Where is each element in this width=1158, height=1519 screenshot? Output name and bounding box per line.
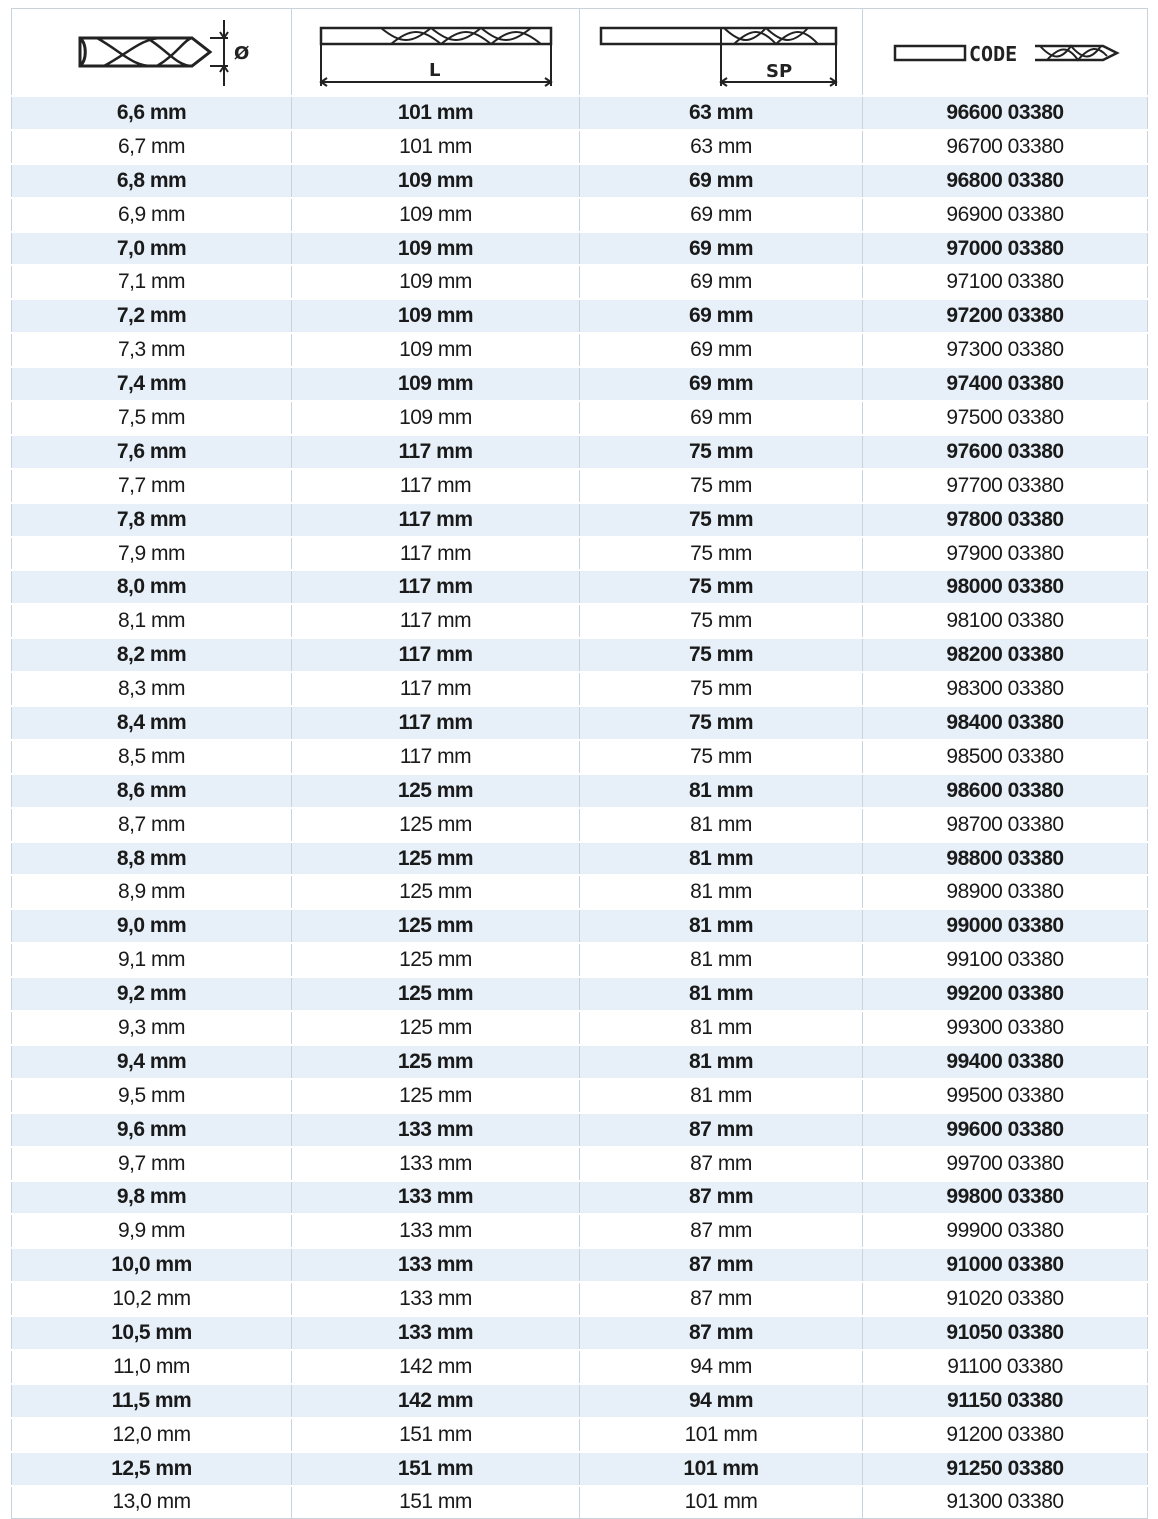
table-row xyxy=(12,1248,1148,1282)
table-row xyxy=(12,1486,1148,1519)
cell-spiral-length: 69 mm xyxy=(580,333,863,367)
cell-code: 97200 03380 xyxy=(863,299,1148,333)
cell-length: 125 mm xyxy=(292,1079,580,1113)
spiral-label: SP xyxy=(766,61,793,82)
table-row xyxy=(12,198,1148,232)
cell-length: 133 mm xyxy=(292,1248,580,1282)
table-row xyxy=(12,435,1148,469)
cell-code: 97800 03380 xyxy=(863,503,1148,537)
cell-diameter: 8,9 mm xyxy=(12,875,292,909)
cell-code: 98900 03380 xyxy=(863,875,1148,909)
cell-diameter: 9,2 mm xyxy=(12,977,292,1011)
cell-length: 101 mm xyxy=(292,130,580,164)
cell-code: 99300 03380 xyxy=(863,1011,1148,1045)
cell-code: 99000 03380 xyxy=(863,909,1148,943)
cell-code: 97600 03380 xyxy=(863,435,1148,469)
cell-length: 125 mm xyxy=(292,875,580,909)
cell-length: 125 mm xyxy=(292,909,580,943)
cell-code: 91100 03380 xyxy=(863,1350,1148,1384)
cell-diameter: 9,7 mm xyxy=(12,1147,292,1181)
cell-length: 117 mm xyxy=(292,537,580,571)
cell-code: 91300 03380 xyxy=(863,1486,1148,1519)
cell-diameter: 8,0 mm xyxy=(12,570,292,604)
drill-spiral-length-icon xyxy=(596,14,846,90)
cell-diameter: 9,5 mm xyxy=(12,1079,292,1113)
table-row xyxy=(12,469,1148,503)
cell-diameter: 10,2 mm xyxy=(12,1282,292,1316)
drill-spec-rows xyxy=(12,96,1148,1519)
cell-diameter: 8,3 mm xyxy=(12,672,292,706)
table-row xyxy=(12,638,1148,672)
header-spiral xyxy=(580,9,863,97)
table-row xyxy=(12,401,1148,435)
cell-length: 117 mm xyxy=(292,435,580,469)
cell-spiral-length: 69 mm xyxy=(580,265,863,299)
cell-diameter: 8,4 mm xyxy=(12,706,292,740)
table-row xyxy=(12,1214,1148,1248)
cell-length: 101 mm xyxy=(292,96,580,130)
cell-spiral-length: 81 mm xyxy=(580,909,863,943)
cell-code: 96700 03380 xyxy=(863,130,1148,164)
table-row xyxy=(12,672,1148,706)
cell-length: 133 mm xyxy=(292,1316,580,1350)
cell-diameter: 7,7 mm xyxy=(12,469,292,503)
cell-code: 91200 03380 xyxy=(863,1418,1148,1452)
cell-code: 98100 03380 xyxy=(863,604,1148,638)
cell-code: 99100 03380 xyxy=(863,943,1148,977)
cell-spiral-length: 81 mm xyxy=(580,977,863,1011)
cell-diameter: 13,0 mm xyxy=(12,1486,292,1519)
cell-code: 98800 03380 xyxy=(863,842,1148,876)
cell-length: 117 mm xyxy=(292,469,580,503)
cell-length: 151 mm xyxy=(292,1452,580,1486)
cell-code: 91020 03380 xyxy=(863,1282,1148,1316)
cell-length: 117 mm xyxy=(292,570,580,604)
table-row xyxy=(12,164,1148,198)
cell-spiral-length: 101 mm xyxy=(580,1452,863,1486)
table-row xyxy=(12,1452,1148,1486)
cell-spiral-length: 63 mm xyxy=(580,96,863,130)
cell-diameter: 11,0 mm xyxy=(12,1350,292,1384)
cell-length: 125 mm xyxy=(292,1045,580,1079)
cell-diameter: 8,6 mm xyxy=(12,774,292,808)
cell-diameter: 8,5 mm xyxy=(12,740,292,774)
cell-length: 133 mm xyxy=(292,1181,580,1215)
table-row xyxy=(12,333,1148,367)
cell-length: 125 mm xyxy=(292,842,580,876)
cell-length: 109 mm xyxy=(292,198,580,232)
cell-diameter: 12,5 mm xyxy=(12,1452,292,1486)
cell-code: 98600 03380 xyxy=(863,774,1148,808)
cell-code: 99400 03380 xyxy=(863,1045,1148,1079)
cell-diameter: 8,2 mm xyxy=(12,638,292,672)
cell-spiral-length: 69 mm xyxy=(580,198,863,232)
cell-code: 99700 03380 xyxy=(863,1147,1148,1181)
cell-length: 117 mm xyxy=(292,706,580,740)
cell-code: 96900 03380 xyxy=(863,198,1148,232)
table-row xyxy=(12,503,1148,537)
cell-spiral-length: 87 mm xyxy=(580,1282,863,1316)
cell-length: 117 mm xyxy=(292,604,580,638)
table-row xyxy=(12,909,1148,943)
table-row xyxy=(12,1011,1148,1045)
cell-diameter: 7,6 mm xyxy=(12,435,292,469)
cell-length: 133 mm xyxy=(292,1113,580,1147)
cell-code: 99900 03380 xyxy=(863,1214,1148,1248)
cell-diameter: 9,3 mm xyxy=(12,1011,292,1045)
table-row xyxy=(12,1147,1148,1181)
cell-code: 99200 03380 xyxy=(863,977,1148,1011)
cell-code: 96600 03380 xyxy=(863,96,1148,130)
cell-diameter: 7,5 mm xyxy=(12,401,292,435)
cell-spiral-length: 87 mm xyxy=(580,1248,863,1282)
cell-length: 133 mm xyxy=(292,1282,580,1316)
cell-spiral-length: 75 mm xyxy=(580,435,863,469)
table-row xyxy=(12,1418,1148,1452)
cell-diameter: 8,7 mm xyxy=(12,808,292,842)
cell-spiral-length: 69 mm xyxy=(580,367,863,401)
cell-spiral-length: 63 mm xyxy=(580,130,863,164)
cell-spiral-length: 87 mm xyxy=(580,1214,863,1248)
cell-diameter: 7,1 mm xyxy=(12,265,292,299)
cell-code: 97400 03380 xyxy=(863,367,1148,401)
cell-spiral-length: 87 mm xyxy=(580,1316,863,1350)
cell-length: 109 mm xyxy=(292,232,580,266)
cell-diameter: 9,9 mm xyxy=(12,1214,292,1248)
cell-code: 91150 03380 xyxy=(863,1384,1148,1418)
cell-spiral-length: 87 mm xyxy=(580,1181,863,1215)
cell-diameter: 7,2 mm xyxy=(12,299,292,333)
cell-spiral-length: 81 mm xyxy=(580,808,863,842)
cell-spiral-length: 101 mm xyxy=(580,1486,863,1519)
cell-spiral-length: 87 mm xyxy=(580,1113,863,1147)
drill-length-icon xyxy=(311,14,561,90)
cell-diameter: 9,0 mm xyxy=(12,909,292,943)
cell-code: 98000 03380 xyxy=(863,570,1148,604)
cell-spiral-length: 75 mm xyxy=(580,570,863,604)
cell-length: 142 mm xyxy=(292,1384,580,1418)
cell-code: 97500 03380 xyxy=(863,401,1148,435)
cell-length: 109 mm xyxy=(292,401,580,435)
table-row xyxy=(12,842,1148,876)
cell-length: 117 mm xyxy=(292,672,580,706)
cell-diameter: 10,0 mm xyxy=(12,1248,292,1282)
cell-diameter: 9,6 mm xyxy=(12,1113,292,1147)
cell-spiral-length: 69 mm xyxy=(580,401,863,435)
table-row xyxy=(12,367,1148,401)
cell-length: 125 mm xyxy=(292,1011,580,1045)
cell-code: 99600 03380 xyxy=(863,1113,1148,1147)
table-row xyxy=(12,96,1148,130)
table-row xyxy=(12,943,1148,977)
drill-spec-sheet xyxy=(11,8,1147,1519)
cell-code: 98300 03380 xyxy=(863,672,1148,706)
code-label: CODE xyxy=(969,42,1018,66)
cell-length: 109 mm xyxy=(292,333,580,367)
cell-length: 142 mm xyxy=(292,1350,580,1384)
cell-length: 117 mm xyxy=(292,503,580,537)
cell-diameter: 7,4 mm xyxy=(12,367,292,401)
cell-spiral-length: 81 mm xyxy=(580,774,863,808)
table-row xyxy=(12,977,1148,1011)
table-row xyxy=(12,1113,1148,1147)
header-diameter xyxy=(12,9,292,97)
table-row xyxy=(12,604,1148,638)
diameter-symbol: Ø xyxy=(233,43,249,64)
cell-spiral-length: 101 mm xyxy=(580,1418,863,1452)
table-row xyxy=(12,130,1148,164)
cell-code: 99500 03380 xyxy=(863,1079,1148,1113)
cell-spiral-length: 94 mm xyxy=(580,1350,863,1384)
table-row xyxy=(12,299,1148,333)
cell-spiral-length: 69 mm xyxy=(580,164,863,198)
cell-diameter: 7,9 mm xyxy=(12,537,292,571)
cell-diameter: 12,0 mm xyxy=(12,1418,292,1452)
table-row xyxy=(12,774,1148,808)
cell-diameter: 7,0 mm xyxy=(12,232,292,266)
drill-spec-table xyxy=(11,8,1148,1519)
cell-code: 97000 03380 xyxy=(863,232,1148,266)
cell-code: 98500 03380 xyxy=(863,740,1148,774)
cell-length: 109 mm xyxy=(292,299,580,333)
cell-code: 99800 03380 xyxy=(863,1181,1148,1215)
cell-spiral-length: 81 mm xyxy=(580,1079,863,1113)
table-row xyxy=(12,706,1148,740)
cell-code: 97100 03380 xyxy=(863,265,1148,299)
cell-code: 91050 03380 xyxy=(863,1316,1148,1350)
cell-code: 91250 03380 xyxy=(863,1452,1148,1486)
table-row xyxy=(12,265,1148,299)
cell-length: 133 mm xyxy=(292,1214,580,1248)
cell-length: 151 mm xyxy=(292,1418,580,1452)
table-row xyxy=(12,1079,1148,1113)
table-row xyxy=(12,232,1148,266)
cell-spiral-length: 81 mm xyxy=(580,1011,863,1045)
cell-length: 125 mm xyxy=(292,977,580,1011)
cell-spiral-length: 81 mm xyxy=(580,1045,863,1079)
table-row xyxy=(12,1045,1148,1079)
cell-spiral-length: 94 mm xyxy=(580,1384,863,1418)
cell-length: 133 mm xyxy=(292,1147,580,1181)
cell-spiral-length: 75 mm xyxy=(580,537,863,571)
cell-spiral-length: 81 mm xyxy=(580,875,863,909)
cell-diameter: 8,8 mm xyxy=(12,842,292,876)
cell-diameter: 7,8 mm xyxy=(12,503,292,537)
cell-code: 98700 03380 xyxy=(863,808,1148,842)
cell-code: 98400 03380 xyxy=(863,706,1148,740)
length-label: L xyxy=(428,60,440,81)
cell-diameter: 7,3 mm xyxy=(12,333,292,367)
drill-code-icon xyxy=(885,32,1125,72)
table-row xyxy=(12,1181,1148,1215)
cell-code: 91000 03380 xyxy=(863,1248,1148,1282)
cell-diameter: 10,5 mm xyxy=(12,1316,292,1350)
header-code xyxy=(863,9,1148,97)
cell-diameter: 6,9 mm xyxy=(12,198,292,232)
cell-diameter: 9,1 mm xyxy=(12,943,292,977)
cell-spiral-length: 75 mm xyxy=(580,672,863,706)
cell-diameter: 9,4 mm xyxy=(12,1045,292,1079)
cell-code: 96800 03380 xyxy=(863,164,1148,198)
cell-spiral-length: 75 mm xyxy=(580,604,863,638)
cell-spiral-length: 75 mm xyxy=(580,638,863,672)
cell-diameter: 6,6 mm xyxy=(12,96,292,130)
table-row xyxy=(12,1384,1148,1418)
table-row xyxy=(12,1350,1148,1384)
cell-code: 98200 03380 xyxy=(863,638,1148,672)
cell-code: 97300 03380 xyxy=(863,333,1148,367)
cell-spiral-length: 75 mm xyxy=(580,503,863,537)
cell-diameter: 6,8 mm xyxy=(12,164,292,198)
cell-length: 125 mm xyxy=(292,808,580,842)
header-row xyxy=(12,9,1148,97)
table-row xyxy=(12,570,1148,604)
table-row xyxy=(12,1316,1148,1350)
header-length xyxy=(292,9,580,97)
cell-spiral-length: 69 mm xyxy=(580,232,863,266)
cell-spiral-length: 81 mm xyxy=(580,943,863,977)
drill-diameter-icon xyxy=(42,12,262,92)
cell-length: 125 mm xyxy=(292,774,580,808)
cell-diameter: 11,5 mm xyxy=(12,1384,292,1418)
cell-diameter: 9,8 mm xyxy=(12,1181,292,1215)
cell-length: 109 mm xyxy=(292,265,580,299)
cell-length: 117 mm xyxy=(292,638,580,672)
table-row xyxy=(12,1282,1148,1316)
table-row xyxy=(12,740,1148,774)
cell-code: 97700 03380 xyxy=(863,469,1148,503)
cell-spiral-length: 75 mm xyxy=(580,706,863,740)
cell-spiral-length: 81 mm xyxy=(580,842,863,876)
cell-length: 125 mm xyxy=(292,943,580,977)
cell-length: 151 mm xyxy=(292,1486,580,1519)
cell-diameter: 6,7 mm xyxy=(12,130,292,164)
cell-spiral-length: 87 mm xyxy=(580,1147,863,1181)
cell-spiral-length: 75 mm xyxy=(580,740,863,774)
cell-spiral-length: 69 mm xyxy=(580,299,863,333)
table-row xyxy=(12,537,1148,571)
cell-length: 109 mm xyxy=(292,164,580,198)
cell-length: 117 mm xyxy=(292,740,580,774)
table-row xyxy=(12,808,1148,842)
cell-diameter: 8,1 mm xyxy=(12,604,292,638)
cell-spiral-length: 75 mm xyxy=(580,469,863,503)
cell-code: 97900 03380 xyxy=(863,537,1148,571)
table-row xyxy=(12,875,1148,909)
cell-length: 109 mm xyxy=(292,367,580,401)
